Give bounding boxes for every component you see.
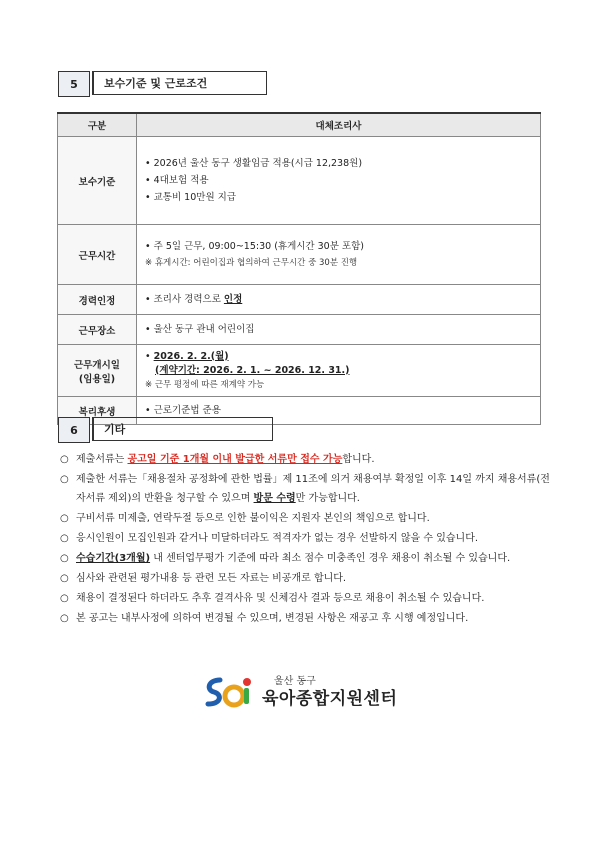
conditions-table — [57, 112, 541, 425]
row-label — [58, 345, 137, 397]
row-value — [137, 137, 541, 225]
list-item — [60, 529, 550, 548]
row-label-line1: 근무개시일 — [74, 359, 120, 371]
circle-bullet-icon: ○ — [60, 454, 69, 465]
row-value — [137, 315, 541, 345]
list-item — [60, 450, 550, 469]
start-date: 2026. 2. 2.(월) — [153, 350, 229, 362]
circle-bullet-icon: ○ — [60, 553, 69, 564]
circle-bullet-icon: ○ — [60, 513, 69, 524]
note-text: 본 공고는 내부사정에 의하여 변경될 수 있으며, 변경된 사항은 재공고 후 시행 예정입니다. — [76, 613, 469, 624]
note-text: 심사와 관련된 평가내용 등 관련 모든 자료는 비공개로 합니다. — [76, 573, 347, 584]
section-5-header — [58, 71, 267, 97]
list-item — [60, 589, 550, 608]
note-text: 제출서류는 — [76, 454, 128, 465]
table-row — [58, 345, 541, 397]
logo-mark-icon — [200, 672, 260, 712]
row-label: 근무시간 — [58, 225, 137, 285]
row-label: 경력인정 — [58, 285, 137, 315]
notes-list — [60, 450, 550, 629]
row-value — [137, 285, 541, 315]
section-6-header — [58, 417, 273, 443]
list-item: • 주 5일 근무, 09:00~15:30 (휴게시간 30분 포함) — [145, 238, 532, 255]
note-text: 만 가능합니다. — [295, 493, 360, 504]
circle-bullet-icon: ○ — [60, 533, 69, 544]
list-item — [60, 569, 550, 588]
note-text: 합니다. — [342, 454, 375, 465]
list-item — [60, 470, 550, 508]
note-emphasis: 공고일 기준 1개월 이내 발급한 서류만 접수 가능 — [127, 454, 343, 465]
list-item: • 교통비 10만원 지급 — [145, 189, 532, 206]
row-value — [137, 225, 541, 285]
career-text: • 조리사 경력으로 — [145, 294, 224, 305]
list-item — [60, 609, 550, 628]
table-row — [58, 225, 541, 285]
list-item — [60, 549, 550, 568]
row-value — [137, 345, 541, 397]
logo-subtitle: 울산 동구 — [274, 676, 316, 687]
logo-title: 육아종합지원센터 — [262, 689, 398, 709]
list-item: • 근로기준법 준용 — [145, 402, 532, 419]
section-title: 보수기준 및 근로조건 — [92, 71, 267, 95]
note-emphasis: 수습기간(3개월) — [76, 553, 151, 564]
row-label: 보수기준 — [58, 137, 137, 225]
start-date-line — [145, 350, 532, 364]
center-logo — [200, 670, 420, 712]
circle-bullet-icon: ○ — [60, 474, 69, 485]
table-row — [58, 137, 541, 225]
list-item: • 울산 동구 관내 어린이집 — [145, 321, 532, 338]
circle-bullet-icon: ○ — [60, 593, 69, 604]
note-text: 구비서류 미제출, 연락두절 등으로 인한 불이익은 지원자 본인의 책임으로 합니다. — [76, 513, 430, 524]
note-text: 제출한 서류는「채용절차 공정화에 관한 법률」제 11조에 의거 채용여부 확정일 이후 14일 까지 채용서류(전자서류 제외)의 반환을 청구할 수 있으며 — [76, 474, 550, 504]
list-item — [60, 509, 550, 528]
section-number: 5 — [58, 71, 90, 97]
note-text: ※ 근무 평정에 따른 재계약 가능 — [145, 379, 265, 390]
table-header-position: 대체조리사 — [137, 113, 541, 137]
row-label: 근무장소 — [58, 315, 137, 345]
list-item: • 2026년 울산 동구 생활임금 적용(시급 12,238원) — [145, 155, 532, 172]
table-row — [58, 285, 541, 315]
note-emphasis: 방문 수령 — [253, 493, 296, 504]
table-row — [58, 315, 541, 345]
note-text: 채용이 결정된다 하더라도 추후 결격사유 및 신체검사 결과 등으로 채용이 취소될 수 있습니다. — [76, 593, 485, 604]
note-text: 내 센터업무평가 기준에 따라 최소 점수 미충족인 경우 채용이 취소될 수 있습니다. — [150, 553, 511, 564]
table-header-category: 구분 — [58, 113, 137, 137]
section-number: 6 — [58, 417, 90, 443]
contract-period: (계약기간: 2026. 2. 1. ~ 2026. 12. 31.) — [155, 364, 350, 376]
note-text: ※ 휴게시간: 어린이집과 협의하여 근무시간 중 30분 진행 — [145, 257, 358, 268]
note-text: 응시인원이 모집인원과 같거나 미달하더라도 적격자가 없는 경우 선발하지 않을 수 있습니다. — [76, 533, 479, 544]
row-label-line2: (임용일) — [78, 373, 116, 385]
contract-period-line — [145, 364, 532, 378]
list-item: • 4대보험 적용 — [145, 172, 532, 189]
row-label: 복리후생 — [58, 397, 137, 425]
section-title: 기타 — [92, 417, 273, 441]
circle-bullet-icon: ○ — [60, 613, 69, 624]
career-emphasis: 인정 — [223, 294, 243, 305]
circle-bullet-icon: ○ — [60, 573, 69, 584]
